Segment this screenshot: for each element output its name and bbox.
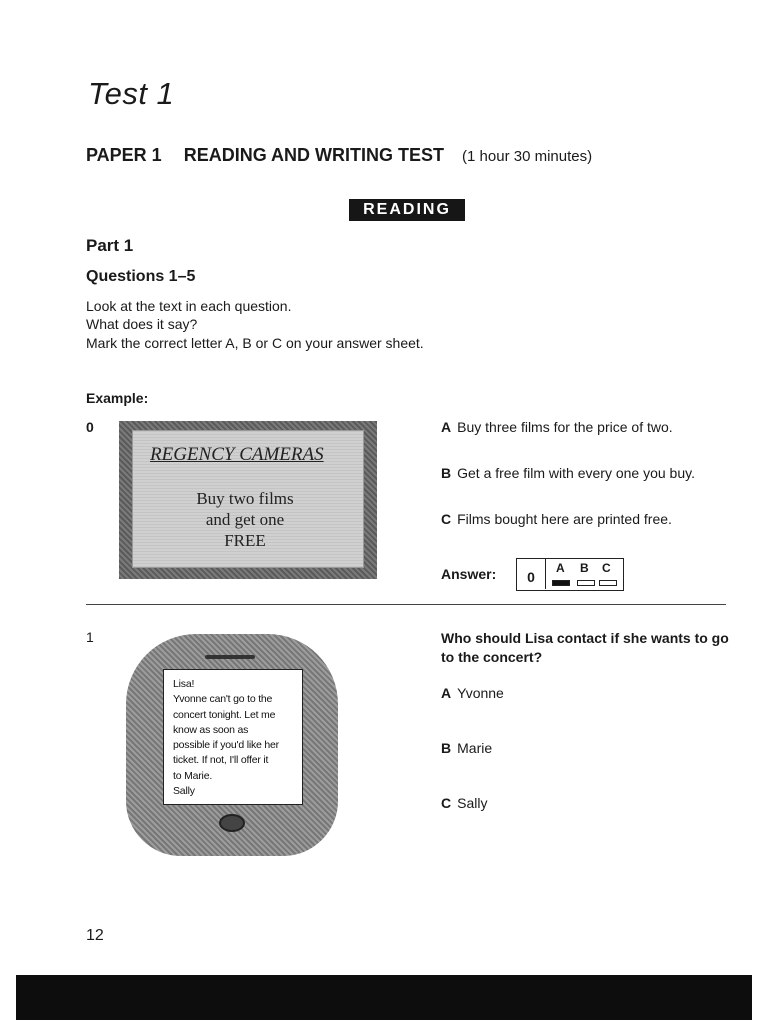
- sign-title: REGENCY CAMERAS: [150, 444, 324, 465]
- paper-heading: [86, 145, 592, 166]
- page-number: 12: [86, 927, 104, 944]
- sign-line: and get one: [205, 510, 285, 529]
- questions-label: Questions 1–5: [86, 268, 196, 285]
- part-label: Part 1: [86, 236, 134, 255]
- paper-name: READING AND WRITING TEST: [183, 145, 445, 165]
- text-message: [173, 677, 299, 799]
- message-line: know as soon as: [173, 723, 249, 736]
- answer-mark-b: [577, 580, 595, 586]
- footer-bar: [16, 975, 752, 1020]
- answer-letter-a: A: [556, 561, 565, 575]
- question-option-c: C Sally: [441, 795, 488, 811]
- test-title: Test 1: [88, 76, 175, 111]
- instruction-line: Mark the correct letter A, B or C on your answer sheet.: [86, 335, 424, 351]
- example-number: 0: [86, 419, 94, 435]
- section-divider: [86, 604, 726, 605]
- answer-mark-c: [599, 580, 617, 586]
- phone-earpiece: [205, 655, 255, 659]
- example-option-a: A Buy three films for the price of two.: [441, 419, 673, 435]
- answer-label: Answer:: [441, 566, 497, 582]
- answer-box-number: 0: [517, 558, 546, 589]
- answer-letter-b: B: [580, 561, 589, 575]
- message-line: concert tonight. Let me: [173, 708, 276, 721]
- answer-mark-a-filled: [552, 580, 570, 586]
- message-line: Sally: [173, 785, 195, 798]
- answer-letter-c: C: [602, 561, 611, 575]
- example-option-c: C Films bought here are printed free.: [441, 511, 672, 527]
- section-banner: READING: [349, 199, 465, 221]
- instruction-line: Look at the text in each question.: [86, 298, 292, 314]
- message-line: to Marie.: [173, 769, 213, 782]
- paper-label: PAPER 1: [86, 145, 162, 165]
- question-option-a: A Yvonne: [441, 685, 504, 701]
- sign-body: [190, 488, 300, 551]
- sign-line: FREE: [224, 531, 266, 550]
- question-number: 1: [86, 629, 94, 645]
- phone-center-button: [219, 814, 245, 832]
- message-line: ticket. If not, I'll offer it: [173, 754, 269, 767]
- example-label: Example:: [86, 390, 149, 406]
- message-line: Lisa!: [173, 678, 195, 690]
- example-option-b: B Get a free film with every one you buy.: [441, 465, 695, 481]
- question-text: Who should Lisa contact if she wants to go to the concert?: [441, 630, 729, 665]
- question-option-b: B Marie: [441, 740, 493, 756]
- instruction-line: What does it say?: [86, 316, 198, 332]
- message-line: Yvonne can't go to the: [173, 693, 273, 706]
- paper-duration: (1 hour 30 minutes): [462, 148, 593, 165]
- message-line: possible if you'd like her: [173, 739, 279, 752]
- sign-line: Buy two films: [196, 489, 294, 508]
